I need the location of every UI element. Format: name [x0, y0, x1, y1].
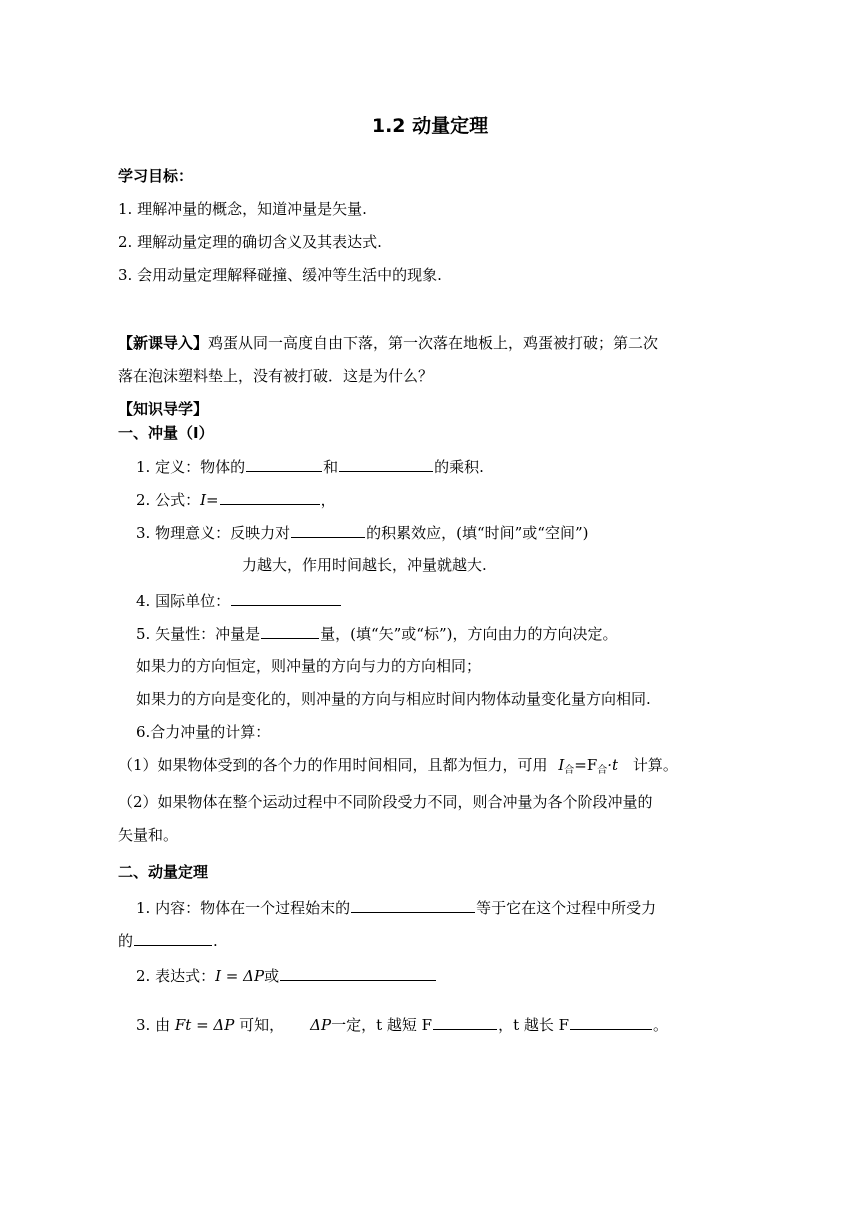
content-text-c: 的 [118, 932, 134, 950]
blank-content-1[interactable] [351, 897, 475, 913]
section2-heading: 二、动量定理 [118, 863, 209, 881]
content-text-b: 等于它在这个过程中所受力 [476, 899, 657, 917]
net1-sub-1: 合 [564, 765, 575, 776]
conclusion-text-c: 一定，t 越短 F [331, 1016, 433, 1034]
vector-text-b: 量，(填“矢”或“标”)，方向由力的方向决定。 [320, 625, 618, 643]
net1-var-t: ·t [607, 756, 619, 774]
formula-eq: = [206, 491, 219, 509]
blank-conclusion-2[interactable] [570, 1014, 652, 1030]
definition-text-c: 的乘积. [434, 458, 484, 476]
blank-expression[interactable] [280, 965, 436, 981]
content-text-a: 1. 内容：物体在一个过程始末的 [136, 899, 351, 917]
content-text-d: . [213, 932, 218, 950]
conclusion-line [136, 1014, 668, 1035]
vector-line [136, 623, 617, 644]
net1-formula [558, 756, 618, 774]
conclusion-math-2: ΔP [310, 1016, 332, 1034]
blank-vector[interactable] [261, 623, 319, 639]
content-line [136, 897, 656, 918]
blank-content-2[interactable] [134, 930, 212, 946]
net-impulse-line-2: （2）如果物体在整个运动过程中不同阶段受力不同，则合冲量为各个阶段冲量的 [118, 793, 653, 811]
expr-text-a: 2. 表达式： [136, 967, 216, 985]
definition-line [136, 456, 484, 477]
formula-var: I [200, 491, 207, 509]
net1-text-c: 计算。 [632, 756, 678, 774]
objective-item-3: 3. 会用动量定理解释碰撞、缓冲等生活中的现象. [118, 266, 442, 284]
intro-line-2: 落在泡沫塑料垫上，没有被打破．这是为什么？ [118, 367, 434, 385]
formula-text-c: ， [320, 491, 336, 509]
conclusion-math-1: Ft = ΔP [174, 1016, 235, 1034]
objective-item-1: 1. 理解冲量的概念，知道冲量是矢量. [118, 200, 367, 218]
expr-text-b: 或 [264, 967, 280, 985]
conclusion-text-b: 可知， [239, 1016, 285, 1034]
meaning-line-2: 力越大，作用时间越长，冲量就越大. [242, 556, 487, 574]
blank-definition-2[interactable] [339, 456, 433, 472]
objective-item-2: 2. 理解动量定理的确切含义及其表达式. [118, 233, 382, 251]
content-line-2 [118, 930, 218, 951]
definition-text-b: 和 [323, 458, 339, 476]
blank-conclusion-1[interactable] [433, 1014, 497, 1030]
vector-note-1: 如果力的方向恒定，则冲量的方向与力的方向相同； [136, 657, 482, 675]
conclusion-text-d: ，t 越长 F [498, 1016, 570, 1034]
vector-text-a: 5. 矢量性：冲量是 [136, 625, 261, 643]
section1-heading: 一、冲量（I） [118, 424, 214, 442]
blank-definition-1[interactable] [246, 456, 322, 472]
unit-text: 4. 国际单位： [136, 592, 231, 610]
conclusion-text-a: 3. 由 [136, 1016, 171, 1034]
formula-line [136, 489, 336, 510]
intro-line-1 [118, 333, 658, 353]
net1-var-i: I [558, 756, 565, 774]
intro-text-1: 鸡蛋从同一高度自由下落，第一次落在地板上，鸡蛋被打破；第二次 [208, 334, 659, 352]
blank-meaning[interactable] [291, 522, 365, 538]
formula-text-a: 2. 公式： [136, 491, 201, 509]
meaning-text-a: 3. 物理意义：反映力对 [136, 524, 291, 542]
blank-unit[interactable] [231, 590, 341, 606]
net-impulse-line-3: 矢量和。 [118, 826, 179, 844]
expression-line [136, 965, 437, 986]
expr-math: I = ΔP [215, 967, 265, 985]
net1-text-a: （1）如果物体受到的各个力的作用时间相同，且都为恒力，可用 [118, 756, 548, 774]
net1-sub-2: 合 [597, 765, 608, 776]
conclusion-text-e: 。 [653, 1016, 669, 1034]
net-impulse-line-1 [118, 755, 678, 781]
intro-tag: 【新课导入】 [118, 334, 209, 352]
objectives-heading: 学习目标： [118, 167, 194, 185]
unit-line [136, 590, 342, 611]
net-impulse-heading: 6.合力冲量的计算： [136, 723, 271, 741]
page-title: 1.2 动量定理 [371, 115, 489, 137]
guide-heading: 【知识导学】 [118, 400, 209, 418]
meaning-line [136, 522, 588, 543]
net1-eq: =F [574, 756, 598, 774]
definition-text-a: 1. 定义：物体的 [136, 458, 246, 476]
meaning-text-b: 的积累效应，(填“时间”或“空间”) [366, 524, 589, 542]
blank-formula[interactable] [220, 489, 320, 505]
vector-note-2: 如果力的方向是变化的，则冲量的方向与相应时间内物体动量变化量方向相同. [136, 690, 651, 708]
